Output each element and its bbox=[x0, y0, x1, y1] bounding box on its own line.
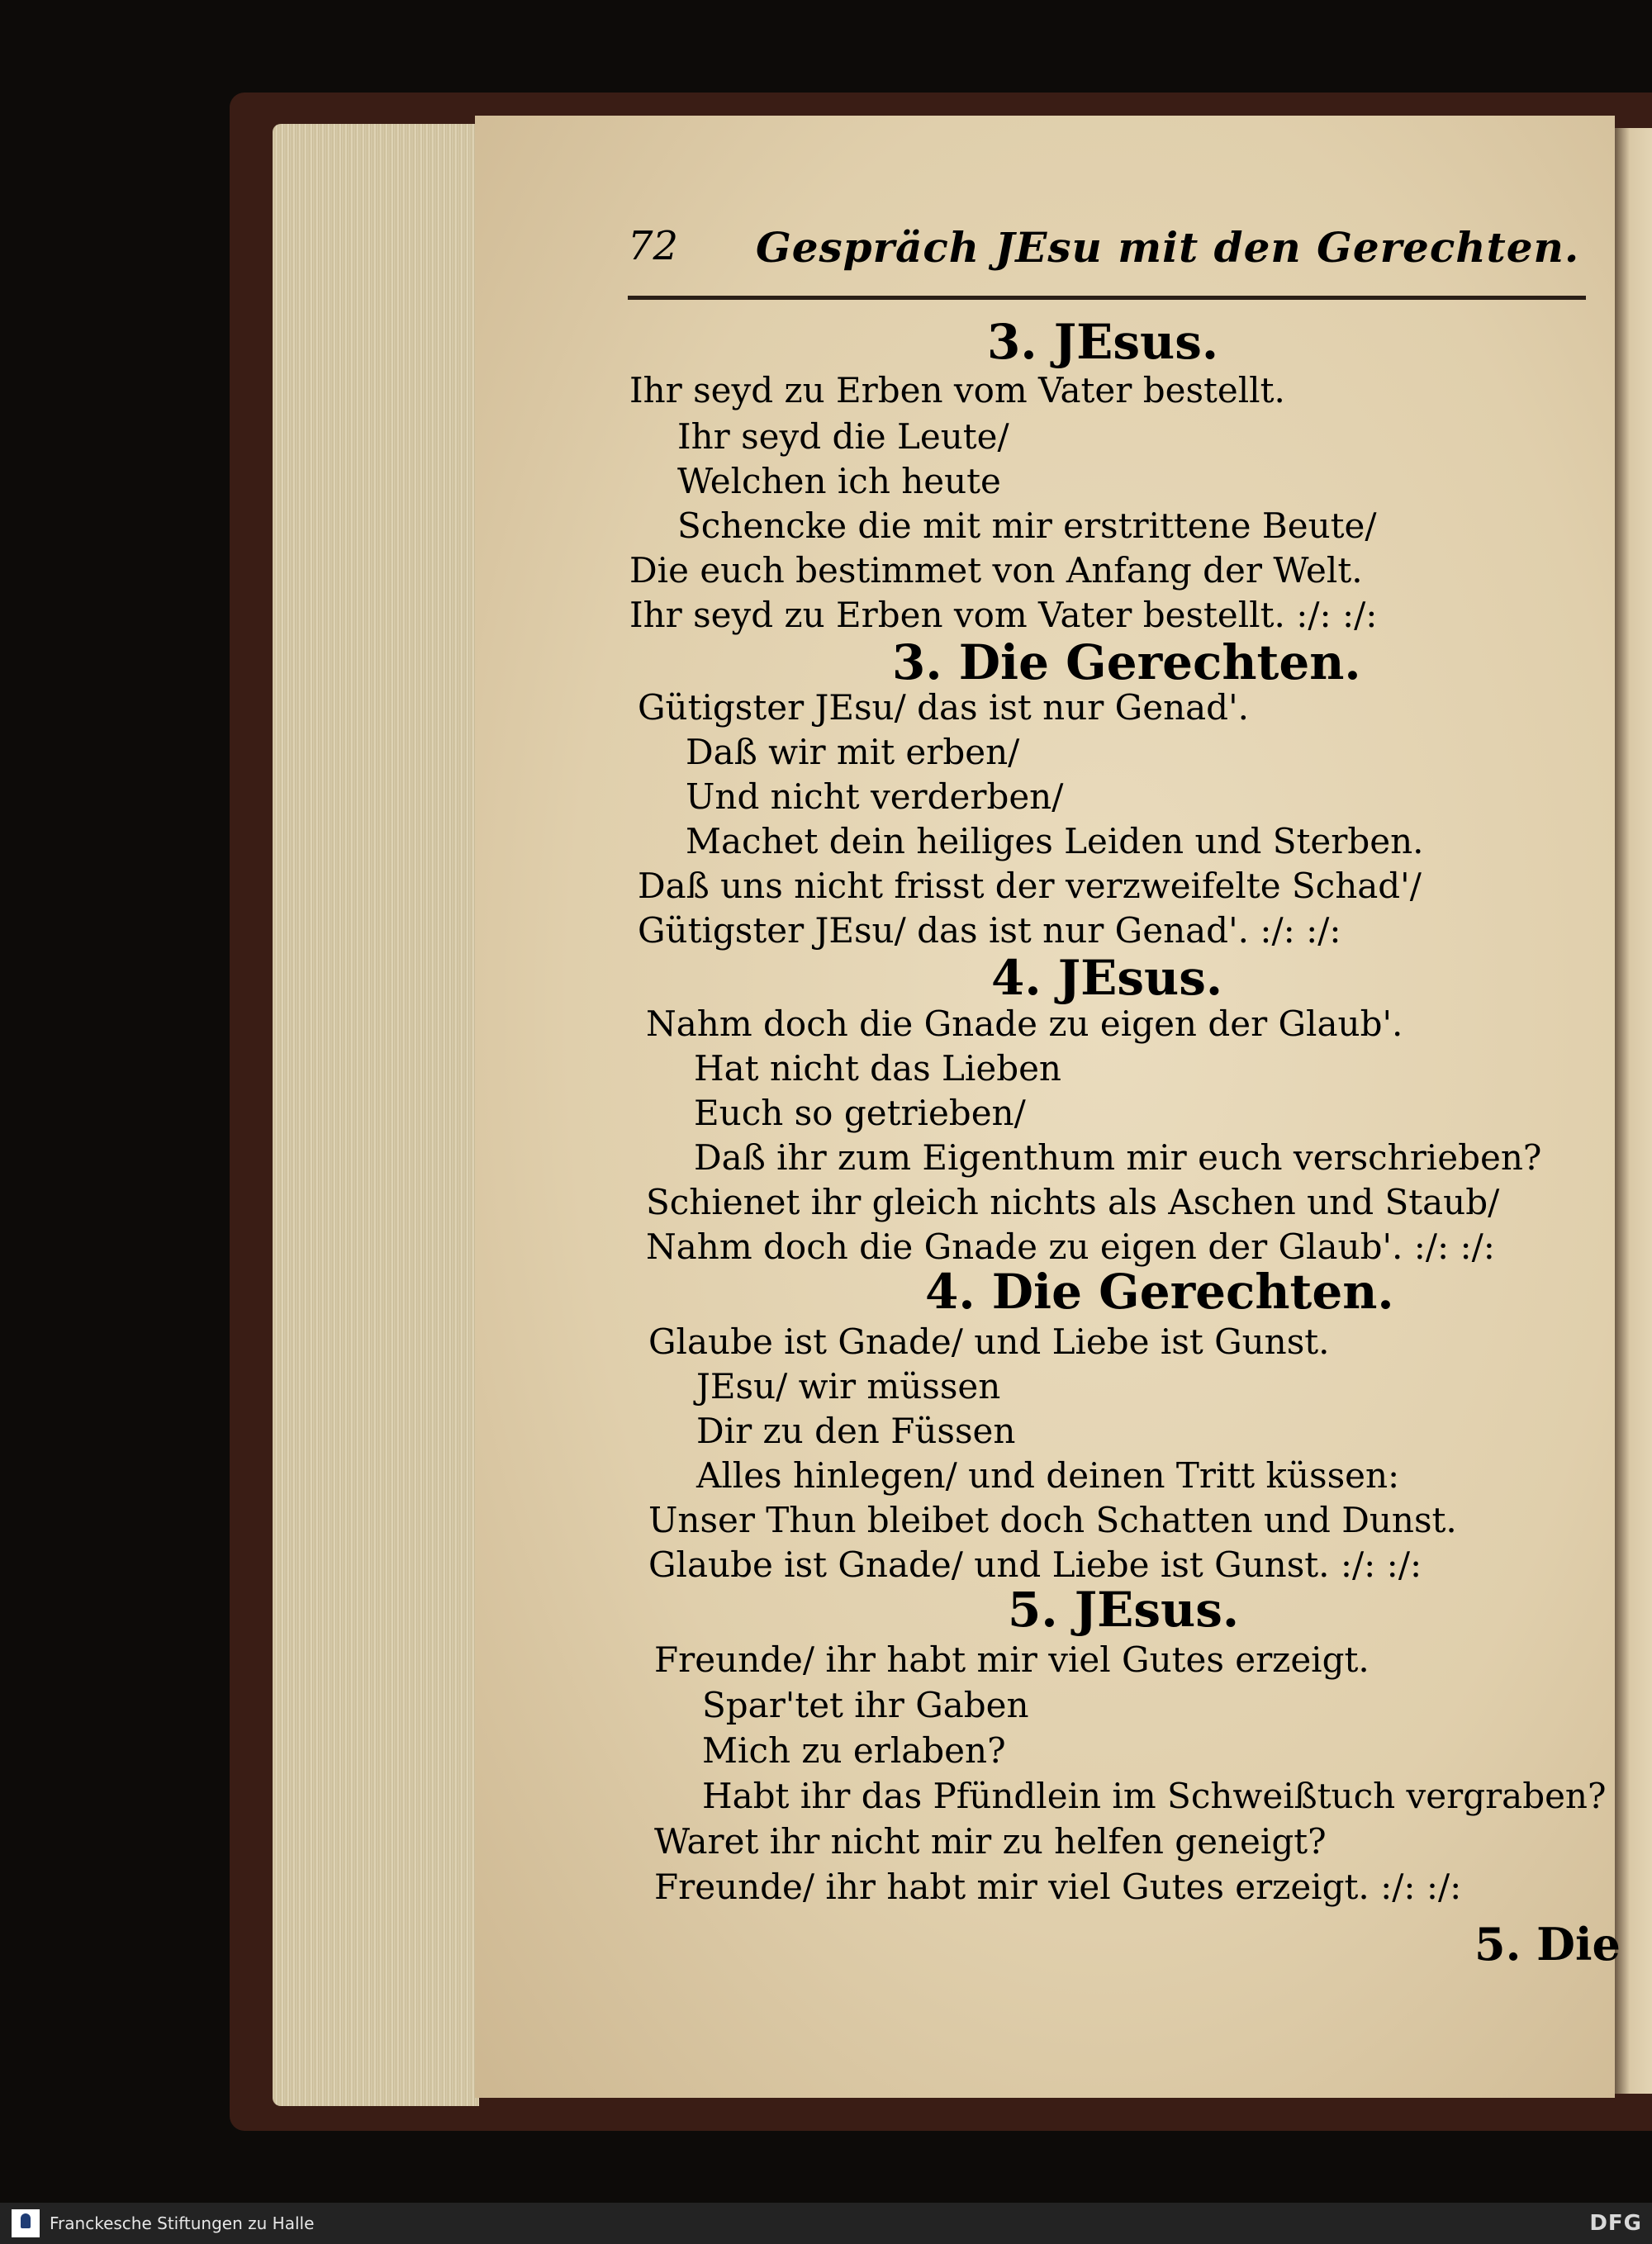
verse-line: Freunde/ ihr habt mir viel Gutes erzeigt. bbox=[654, 1639, 1370, 1680]
verse-line: Ihr seyd zu Erben vom Vater bestellt. bbox=[629, 370, 1285, 410]
verse-line: Dir zu den Füssen bbox=[696, 1411, 1016, 1451]
verse-line: Hat nicht das Lieben bbox=[694, 1048, 1061, 1089]
institution-logo-icon bbox=[12, 2209, 40, 2237]
verse-line: Welchen ich heute bbox=[677, 461, 1001, 501]
page-number: 72 bbox=[628, 223, 679, 269]
verse-line: Und nicht verderben/ bbox=[686, 776, 1064, 817]
verse-line: Glaube ist Gnade/ und Liebe ist Gunst. bbox=[648, 1321, 1330, 1362]
verse-line: Schienet ihr gleich nichts als Aschen und Staub/ bbox=[646, 1182, 1500, 1222]
header-rule bbox=[628, 296, 1586, 300]
verse-line: Gütigster JEsu/ das ist nur Genad'. :/: :/: bbox=[638, 910, 1341, 951]
verse-line: Waret ihr nicht mir zu helfen geneigt? bbox=[654, 1821, 1327, 1862]
verse-line: Daß wir mit erben/ bbox=[686, 732, 1020, 772]
verse-line: Alles hinlegen/ und deinen Tritt küssen: bbox=[696, 1455, 1400, 1496]
verse-line: Gütigster JEsu/ das ist nur Genad'. bbox=[638, 687, 1249, 728]
stanza-heading: 3. Die Gerechten. bbox=[892, 634, 1361, 690]
verse-line: Habt ihr das Pfündlein im Schweißtuch vergraben? bbox=[702, 1776, 1607, 1816]
stanza-heading: 5. JEsus. bbox=[1008, 1582, 1240, 1638]
verse-line: JEsu/ wir müssen bbox=[696, 1366, 1001, 1407]
verse-line: Schencke die mit mir erstrittene Beute/ bbox=[677, 505, 1377, 546]
stanza-heading: 4. Die Gerechten. bbox=[925, 1264, 1394, 1320]
verse-line: Die euch bestimmet von Anfang der Welt. bbox=[629, 550, 1363, 591]
institution-name: Franckesche Stiftungen zu Halle bbox=[50, 2213, 315, 2233]
verse-line: Machet dein heiliges Leiden und Sterben. bbox=[686, 821, 1424, 861]
verse-line: Freunde/ ihr habt mir viel Gutes erzeigt. :/: :/: bbox=[654, 1867, 1462, 1907]
page-edges bbox=[273, 124, 479, 2106]
verse-line: Spar'tet ihr Gaben bbox=[702, 1685, 1029, 1725]
verse-line: Nahm doch die Gnade zu eigen der Glaub'. :/: :/: bbox=[646, 1226, 1495, 1267]
dfg-logo: DFG bbox=[1589, 2211, 1642, 2236]
verse-line: Ihr seyd zu Erben vom Vater bestellt. :/: :/: bbox=[629, 595, 1378, 635]
verse-line: Ihr seyd die Leute/ bbox=[677, 416, 1009, 457]
viewer-footer bbox=[0, 2203, 1652, 2244]
verse-line: Daß uns nicht frisst der verzweifelte Schad'/ bbox=[638, 866, 1422, 906]
running-title: Gespräch JEsu mit den Gerechten. bbox=[756, 223, 1580, 272]
verse-line: Nahm doch die Gnade zu eigen der Glaub'. bbox=[646, 1003, 1403, 1044]
page-header bbox=[628, 223, 1586, 281]
facing-page-edge bbox=[1615, 128, 1652, 2094]
verse-line: Glaube ist Gnade/ und Liebe ist Gunst. :/: :/: bbox=[648, 1544, 1422, 1585]
verse-line: Mich zu erlaben? bbox=[702, 1730, 1006, 1771]
stanza-heading: 4. JEsus. bbox=[991, 950, 1223, 1006]
verse-line: Daß ihr zum Eigenthum mir euch verschrieben? bbox=[694, 1137, 1542, 1178]
verse-line: Euch so getrieben/ bbox=[694, 1093, 1026, 1133]
stanza-heading: 3. JEsus. bbox=[987, 314, 1219, 370]
verse-line: Unser Thun bleibet doch Schatten und Dunst. bbox=[648, 1500, 1457, 1540]
catchword: 5. Die bbox=[1474, 1918, 1621, 1971]
